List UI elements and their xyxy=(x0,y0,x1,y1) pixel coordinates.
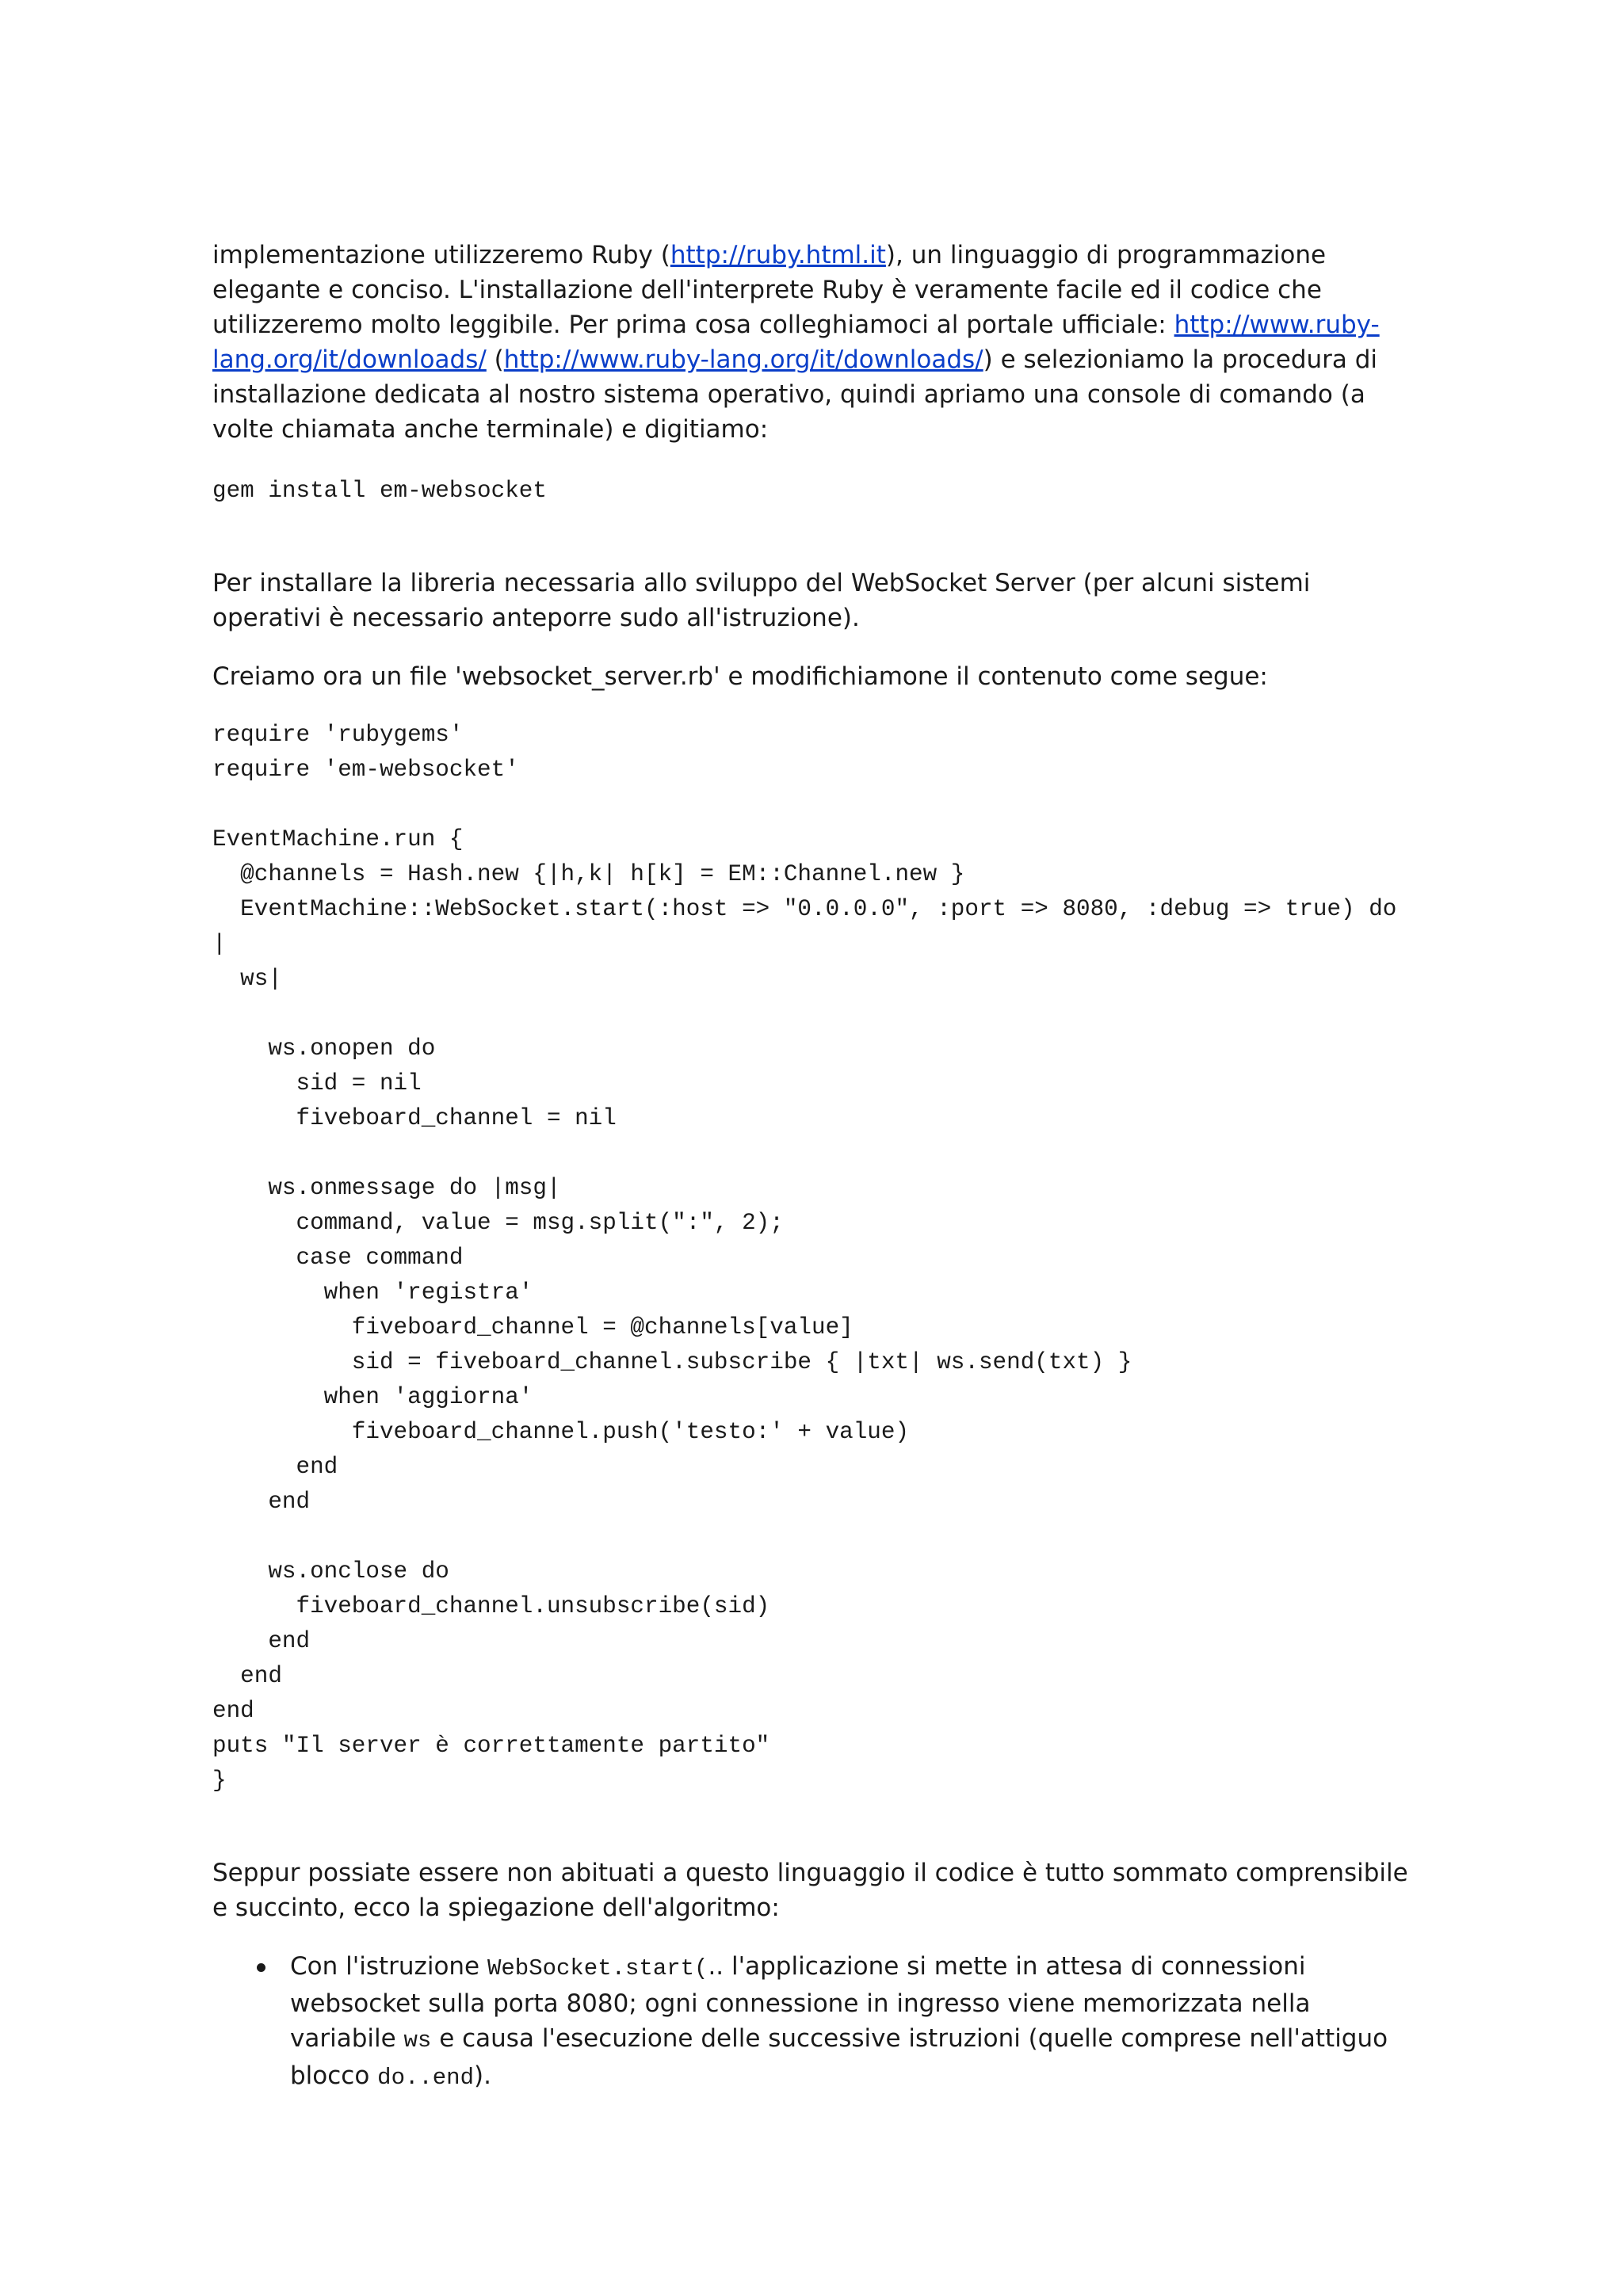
ruby-lang-downloads-link[interactable]: http://www.ruby-lang.org/it/downloads/ xyxy=(212,311,1380,374)
websocket-server-code-block: require 'rubygems' require 'em-websocket' EventMachine.run { @channels = Hash.new {|h,k| h[k] = EM::Channel.new } EventMachine::WebSocket.start(:host => "0.0.0.0", :port => 8080, :debug => true) do | ws| ws.onopen do sid = nil fiveboard_channel = nil ws.onmessage do |msg| command, value = msg.split(":", 2); case command when 'registra' fiveboard_channel = @channels[value] sid = fiveboard_channel.subscribe { |txt| ws.send(txt) } when 'aggiorna' fiveboard_channel.push('testo:' + value) end end ws.onclose do fiveboard_channel.unsubscribe(sid) end end end puts "Il server è correttamente partito" } xyxy=(212,722,1397,1794)
explanation-paragraph: Seppur possiate essere non abituati a questo linguaggio il codice è tutto sommato comprensibile e succinto, ecco la spiegazione dell'algoritmo: xyxy=(212,1859,1408,1922)
bullet-text-3: e causa l'esecuzione delle successive istruzioni (quelle comprese nell'attiguo blocco xyxy=(290,2024,1388,2090)
list-item xyxy=(290,1949,1417,2096)
ruby-lang-downloads-link-2[interactable]: http://www.ruby-lang.org/it/downloads/ xyxy=(503,345,983,374)
intro-text-4: ) e selezioniamo la procedura di installazione dedicata al nostro sistema operativo, quindi apriamo una console di comando (a volte chiamata anche terminale) e digitiamo: xyxy=(212,345,1378,444)
intro-text-2: ), un linguaggio di programmazione elegante e conciso. L'installazione dell'interprete Ruby è veramente facile ed il codice che utilizzeremo molto leggibile. Per prima cosa colleghiamoci al portale ufficiale: xyxy=(212,241,1327,339)
gem-install-code-block: gem install em-websocket xyxy=(212,478,547,504)
intro-text-3: ( xyxy=(486,345,504,374)
bullet-text-4: ). xyxy=(474,2061,491,2090)
bullet-text-2: .. l'applicazione si mette in attesa di connessioni websocket sulla porta 8080; ogni connessione in ingresso viene memorizzata nella variabile xyxy=(290,1952,1311,2053)
ruby-html-link[interactable]: http://ruby.html.it xyxy=(670,241,886,269)
document-page xyxy=(212,238,1417,2096)
create-file-paragraph: Creiamo ora un file 'websocket_server.rb' e modifichiamone il contenuto come segue: xyxy=(212,662,1268,691)
inline-code-ws: ws xyxy=(403,2027,432,2054)
inline-code-websocket-start: WebSocket.start( xyxy=(487,1955,708,1981)
intro-paragraph xyxy=(212,238,1417,447)
intro-text-1: implementazione utilizzeremo Ruby ( xyxy=(212,241,670,269)
bullet-text-1: Con l'istruzione xyxy=(290,1952,487,1981)
explanation-list xyxy=(212,1949,1417,2096)
bullet-icon xyxy=(257,1963,265,1972)
install-note-paragraph: Per installare la libreria necessaria allo sviluppo del WebSocket Server (per alcuni sistemi operativi è necessario anteporre sudo all'istruzione). xyxy=(212,569,1311,632)
inline-code-do-end: do..end xyxy=(377,2065,474,2091)
